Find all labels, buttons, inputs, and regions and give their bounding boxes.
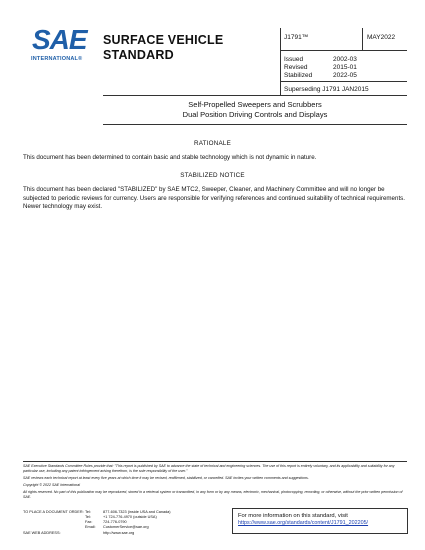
document-type-line2: STANDARD: [103, 48, 174, 62]
document-type-line1: SURFACE VEHICLE: [103, 33, 224, 47]
document-type: [103, 33, 273, 63]
copyright: Copyright © 2022 SAE International: [23, 483, 80, 487]
stabilized-notice-heading: STABILIZED NOTICE: [180, 172, 245, 179]
web-label: SAE WEB ADDRESS:: [23, 531, 61, 535]
tel2-value: +1 724-776-4970 (outside USA): [103, 515, 157, 519]
footer-rule: [23, 461, 407, 462]
fax-value: 724-776-0790: [103, 520, 127, 524]
doc-date: MAY2022: [367, 34, 396, 41]
document-title-line1: Self-Propelled Sweepers and Scrubbers: [188, 100, 322, 109]
legal-paragraph-1: SAE Executive Standards Committee Rules provide that: "This report is published by SAE to advance the state of technical and engineering sciences. The use of this report is entirely voluntary, and its applicability and suitability for any particular use, including any patent infringement arising therefrom, is the sole responsibility of the user.": [23, 464, 395, 473]
header-rule: [103, 95, 407, 96]
stabilized-notice-text: This document has been declared "STABILIZED" by SAE MTC2, Sweeper, Cleaner, and Machinery Committee and will no longer be subjected to periodic reviews for currency. Users are responsible for verifying references and continued suitability of technical requirements. Newer technology may exist.: [23, 186, 405, 211]
header-divider-top: [280, 50, 407, 51]
document-title-line2: Dual Position Driving Controls and Displays: [182, 110, 328, 119]
title-rule: [103, 124, 407, 125]
email-label: Email:: [85, 525, 96, 529]
standard-link[interactable]: https://www.sae.org/standards/content/J1791_202205/: [238, 520, 369, 526]
rationale-heading: RATIONALE: [193, 140, 232, 147]
revised-value: 2015-01: [333, 64, 357, 71]
email-value[interactable]: CustomerService@sae.org: [103, 525, 149, 529]
web-url[interactable]: http://www.sae.org: [103, 531, 135, 535]
issued-label: Issued: [284, 56, 304, 63]
logo-mark: SAE: [32, 24, 87, 55]
revised-label: Revised: [284, 64, 308, 71]
issued-value: 2002-03: [333, 56, 357, 63]
tel-value: 877-606-7323 (inside USA and Canada): [103, 510, 171, 514]
header-divider-left: [280, 28, 281, 95]
order-label: TO PLACE A DOCUMENT ORDER:: [23, 510, 84, 514]
more-info-text: For more information on this standard, visit: [238, 513, 348, 519]
rationale-text: This document has been determined to contain basic and stable technology which is not dynamic in nature.: [23, 154, 317, 161]
legal-paragraph-3: All rights reserved. No part of this publication may be reproduced, stored in a retrieval system or transmitted, in any form or by any means, electronic, mechanical, photocopying, recording, or otherwise, without the prior written permission of SAE.: [23, 490, 403, 499]
doc-number: J1791™: [284, 34, 309, 41]
fax-label: Fax:: [85, 520, 93, 524]
tel-label: Tel:: [85, 510, 91, 514]
logo-tagline: INTERNATIONAL®: [31, 56, 83, 62]
more-info-box: [232, 508, 408, 534]
superseding: Superseding J1791 JAN2015: [284, 86, 369, 93]
stabilized-value: 2022-05: [333, 72, 357, 79]
legal-paragraph-2: SAE reviews each technical report at least every five years at which time it may be revised, reaffirmed, stabilized, or cancelled. SAE invites your written comments and suggestions.: [23, 476, 309, 480]
legal-notice: [23, 464, 407, 500]
tel2-label: Tel:: [85, 515, 91, 519]
sae-logo: [22, 25, 92, 65]
header-divider-mid: [362, 28, 363, 51]
document-title: [103, 100, 407, 120]
stabilized-label: Stabilized: [284, 72, 313, 79]
header-divider-bottom: [280, 81, 407, 82]
